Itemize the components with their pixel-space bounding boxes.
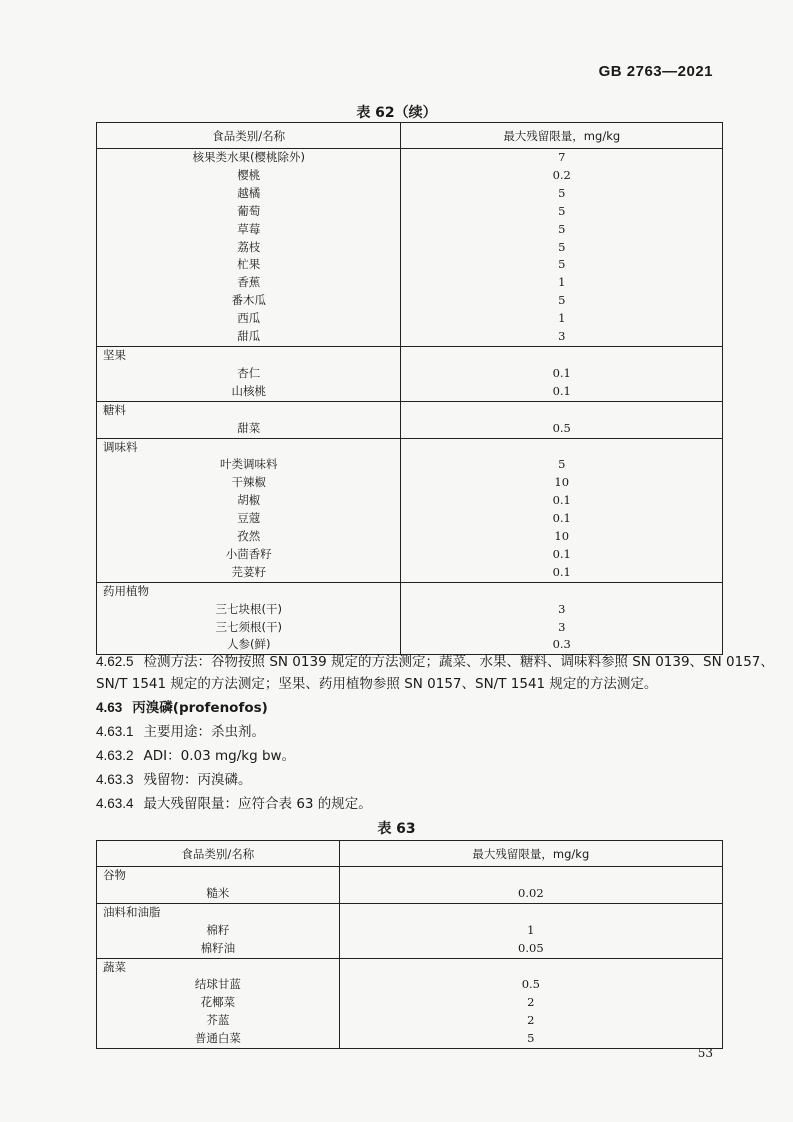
table-row <box>97 510 723 528</box>
section-4-62-5-line2: SN/T 1541 规定的方法测定；坚果、药用植物参照 SN 0157、SN/T 1541 规定的方法测定。 <box>96 676 658 692</box>
mrl-value-cell <box>401 582 723 600</box>
food-name-cell: 甜瓜 <box>97 328 401 346</box>
mrl-value-cell: 0.1 <box>552 546 571 561</box>
food-name-cell: 胡椒 <box>97 492 401 510</box>
food-name-cell: 草莓 <box>97 221 401 239</box>
table-row <box>97 528 723 546</box>
food-category-cell: 坚果 <box>97 346 401 364</box>
food-name-cell: 人参(鲜) <box>97 636 401 654</box>
table-row <box>97 564 723 582</box>
section-text: 残留物：丙溴磷。 <box>143 772 252 788</box>
food-name-cell: 葡萄 <box>97 203 401 221</box>
food-name-cell: 香蕉 <box>97 274 401 292</box>
food-name-cell: 棉籽 <box>97 922 340 940</box>
table-62 <box>96 122 723 655</box>
food-name-cell: 普通白菜 <box>97 1030 340 1048</box>
table-row <box>97 903 723 921</box>
column-header-mrl: 最大残留限量，mg/kg <box>401 123 723 149</box>
food-category-cell: 调味料 <box>97 438 401 456</box>
mrl-value-cell: 2 <box>527 1013 535 1028</box>
table-row <box>97 438 723 456</box>
section-4-63-1 <box>96 720 265 740</box>
mrl-value-cell: 5 <box>558 257 566 272</box>
food-name-cell: 杧果 <box>97 256 401 274</box>
mrl-value-cell <box>401 438 723 456</box>
section-4-63-3 <box>96 768 252 788</box>
table-row <box>97 546 723 564</box>
table-row <box>97 310 723 328</box>
table-row <box>97 976 723 994</box>
section-4-63-4 <box>96 792 372 812</box>
mrl-value-cell <box>339 903 722 921</box>
column-header-mrl: 最大残留限量，mg/kg <box>339 841 722 867</box>
column-header-food-category: 食品类别/名称 <box>97 123 401 149</box>
food-name-cell: 花椰菜 <box>97 994 340 1012</box>
table-row <box>97 167 723 185</box>
table-row <box>97 474 723 492</box>
table-62-title: 表 62（续） <box>356 105 437 121</box>
food-name-cell: 糙米 <box>97 885 340 903</box>
mrl-value-cell <box>339 958 722 976</box>
section-number: 4.63.4 <box>96 796 134 811</box>
mrl-value-cell: 10 <box>554 529 570 544</box>
table-row <box>97 328 723 346</box>
table-row <box>97 185 723 203</box>
table-row <box>97 582 723 600</box>
food-name-cell: 结球甘蓝 <box>97 976 340 994</box>
table-row <box>97 1030 723 1048</box>
table-row <box>97 239 723 257</box>
mrl-value-cell: 2 <box>527 995 535 1010</box>
section-text: 丙溴磷(profenofos) <box>132 700 268 716</box>
food-name-cell: 芫荽籽 <box>97 564 401 582</box>
table-header-row <box>97 841 723 867</box>
mrl-value-cell: 0.2 <box>552 167 571 182</box>
table-row <box>97 256 723 274</box>
food-category-cell: 谷物 <box>97 867 340 885</box>
mrl-value-cell: 3 <box>558 601 566 616</box>
table-row <box>97 940 723 958</box>
section-4-63-2 <box>96 744 295 764</box>
food-name-cell: 山核桃 <box>97 383 401 401</box>
mrl-value-cell: 0.5 <box>521 977 540 992</box>
table-row <box>97 149 723 167</box>
mrl-value-cell: 1 <box>558 275 566 290</box>
standard-code: GB 2763—2021 <box>598 63 713 80</box>
table-63-title: 表 63 <box>377 821 416 837</box>
mrl-value-cell: 5 <box>558 457 566 472</box>
section-4-63-heading <box>96 696 268 716</box>
table-row <box>97 203 723 221</box>
mrl-value-cell: 5 <box>558 185 566 200</box>
mrl-value-cell: 5 <box>558 239 566 254</box>
mrl-value-cell: 0.1 <box>552 511 571 526</box>
column-header-food-category: 食品类别/名称 <box>97 841 340 867</box>
table-row <box>97 221 723 239</box>
table-row <box>97 401 723 419</box>
food-name-cell: 荔枝 <box>97 239 401 257</box>
food-name-cell: 番木瓜 <box>97 292 401 310</box>
table-row <box>97 994 723 1012</box>
section-number: 4.63.3 <box>96 772 134 787</box>
food-category-cell: 油料和油脂 <box>97 903 340 921</box>
section-text: 最大残留限量：应符合表 63 的规定。 <box>143 796 372 812</box>
section-number: 4.63 <box>96 700 123 715</box>
section-4-62-5-line1 <box>96 650 774 670</box>
section-text: ADI：0.03 mg/kg bw。 <box>143 748 296 764</box>
food-name-cell: 干辣椒 <box>97 474 401 492</box>
table-row <box>97 365 723 383</box>
mrl-value-cell: 5 <box>527 1031 535 1046</box>
table-row <box>97 1012 723 1030</box>
mrl-value-cell: 0.02 <box>518 885 544 900</box>
food-name-cell: 三七须根(干) <box>97 619 401 637</box>
table-63 <box>96 840 723 1049</box>
food-category-cell: 蔬菜 <box>97 958 340 976</box>
table-row <box>97 292 723 310</box>
mrl-value-cell: 3 <box>558 329 566 344</box>
mrl-value-cell <box>339 867 722 885</box>
food-name-cell: 杏仁 <box>97 365 401 383</box>
food-name-cell: 核果类水果(樱桃除外) <box>97 149 401 167</box>
food-name-cell: 西瓜 <box>97 310 401 328</box>
food-name-cell: 叶类调味料 <box>97 456 401 474</box>
table-row <box>97 420 723 438</box>
table-row <box>97 601 723 619</box>
mrl-value-cell: 0.1 <box>552 383 571 398</box>
food-name-cell: 孜然 <box>97 528 401 546</box>
mrl-value-cell: 0.1 <box>552 493 571 508</box>
table-row <box>97 885 723 903</box>
mrl-value-cell: 0.05 <box>518 940 544 955</box>
table-row <box>97 492 723 510</box>
food-name-cell: 三七块根(干) <box>97 601 401 619</box>
table-row <box>97 922 723 940</box>
section-text: 检测方法：谷物按照 SN 0139 规定的方法测定；蔬菜、水果、糖料、调味料参照 SN 0139、SN 0157、 <box>143 654 774 670</box>
food-name-cell: 甜菜 <box>97 420 401 438</box>
table-row <box>97 383 723 401</box>
mrl-value-cell: 0.3 <box>552 637 571 652</box>
mrl-value-cell: 0.1 <box>552 564 571 579</box>
mrl-value-cell: 5 <box>558 221 566 236</box>
table-row <box>97 346 723 364</box>
mrl-value-cell: 1 <box>558 311 566 326</box>
mrl-value-cell: 5 <box>558 293 566 308</box>
section-text: 主要用途：杀虫剂。 <box>143 724 266 740</box>
mrl-value-cell: 7 <box>558 150 566 164</box>
food-category-cell: 糖料 <box>97 401 401 419</box>
mrl-value-cell <box>401 346 723 364</box>
food-name-cell: 越橘 <box>97 185 401 203</box>
food-name-cell: 樱桃 <box>97 167 401 185</box>
section-number: 4.62.5 <box>96 654 134 669</box>
table-row <box>97 867 723 885</box>
food-category-cell: 药用植物 <box>97 582 401 600</box>
table-row <box>97 456 723 474</box>
table-row <box>97 619 723 637</box>
mrl-value-cell: 1 <box>527 922 535 937</box>
food-name-cell: 豆蔻 <box>97 510 401 528</box>
table-row <box>97 274 723 292</box>
mrl-value-cell: 5 <box>558 203 566 218</box>
mrl-value-cell: 3 <box>558 619 566 634</box>
table-header-row <box>97 123 723 149</box>
mrl-value-cell: 10 <box>554 475 570 490</box>
section-number: 4.63.2 <box>96 748 134 763</box>
food-name-cell: 小茴香籽 <box>97 546 401 564</box>
table-row <box>97 958 723 976</box>
page-number: 53 <box>697 1046 713 1060</box>
mrl-value-cell: 0.5 <box>552 420 571 435</box>
food-name-cell: 芥蓝 <box>97 1012 340 1030</box>
section-number: 4.63.1 <box>96 724 134 739</box>
mrl-value-cell: 0.1 <box>552 365 571 380</box>
mrl-value-cell <box>401 401 723 419</box>
food-name-cell: 棉籽油 <box>97 940 340 958</box>
